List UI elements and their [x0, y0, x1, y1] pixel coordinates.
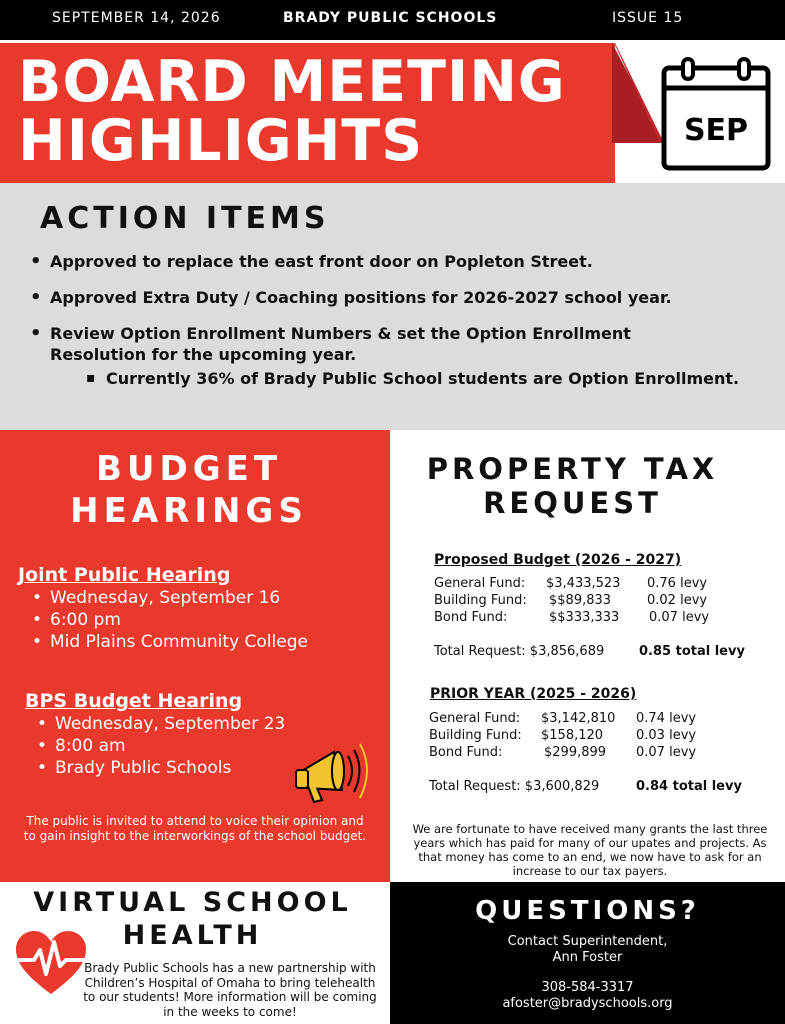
fund-amount: $3,142,810 [541, 711, 616, 726]
action-item: • Approved Extra Duty / Coaching positions for 2026-2027 school year. [30, 287, 739, 308]
action-item: • Approved to replace the east front door on Popleton Street. [30, 251, 739, 272]
total-request: Total Request: $3,856,689 [434, 644, 605, 659]
hearing-date: • Wednesday, September 16 [30, 587, 308, 609]
action-items-heading: ACTION ITEMS [40, 201, 330, 236]
contact-line: Contact Superintendent, [507, 934, 668, 949]
heading-line-2: REQUEST [483, 486, 662, 520]
heading-line-1: PROPERTY TAX [426, 452, 719, 486]
questions-heading: QUESTIONS? [475, 896, 700, 926]
fund-amount: $299,899 [544, 745, 607, 760]
budget-hearings-section [0, 430, 390, 882]
title-line-1: BOARD MEETING [18, 49, 566, 115]
prior-year-title: PRIOR YEAR (2025 - 2026) [430, 686, 637, 702]
action-item-line: Review Option Enrollment Numbers & set the Option Enrollment [50, 324, 631, 343]
contact-phone[interactable]: 308-584-3317 [541, 980, 634, 995]
proposed-budget-title: Proposed Budget (2026 - 2027) [434, 552, 682, 568]
heading-line-2: HEALTH [122, 920, 263, 951]
masthead [0, 43, 785, 183]
virtual-health-description: Brady Public Schools has a new partnership with Children’s Hospital of Omaha to bring telehealth to our students! More information will be coming in the weeks to come! [83, 961, 377, 1019]
fund-label: Building Fund: [434, 593, 527, 608]
fund-label: Bond Fund: [429, 745, 503, 760]
action-item [30, 323, 739, 365]
hearing-time: • 8:00 am [35, 735, 285, 757]
bps-hearing-details [35, 713, 285, 779]
megaphone-icon [292, 738, 372, 810]
joint-hearing-title: Joint Public Hearing [18, 564, 231, 586]
fund-levy: 0.03 levy [636, 728, 697, 743]
property-tax-heading [390, 452, 755, 520]
hearing-location: • Mid Plains Community College [30, 631, 308, 653]
fund-amount: $158,120 [541, 728, 604, 743]
top-bar [0, 0, 785, 40]
fund-levy: 0.74 levy [636, 711, 697, 726]
calendar-month: SEP [683, 113, 749, 148]
heading-line-1: VIRTUAL SCHOOL [33, 887, 352, 918]
action-items-section [0, 183, 785, 430]
bps-hearing-title: BPS Budget Hearing [25, 690, 243, 712]
fund-levy: 0.07 levy [649, 610, 710, 625]
fund-amount: $$89,833 [549, 593, 612, 608]
hearing-time: • 6:00 pm [30, 609, 308, 631]
calendar-icon [660, 56, 772, 172]
action-items-list [30, 251, 739, 389]
masthead-banner [0, 43, 615, 183]
fund-levy: 0.76 levy [647, 576, 708, 591]
joint-hearing-details [30, 587, 308, 653]
fund-amount: $$333,333 [549, 610, 620, 625]
fund-label: Building Fund: [429, 728, 522, 743]
heading-line-2: HEARINGS [70, 491, 308, 531]
fund-label: Bond Fund: [434, 610, 508, 625]
fund-amount: $3,433,523 [546, 576, 621, 591]
banner-fold-decoration [612, 43, 667, 143]
fund-label: General Fund: [434, 576, 526, 591]
newsletter-title [18, 49, 566, 174]
title-line-2: HIGHLIGHTS [18, 108, 424, 174]
questions-section [390, 882, 785, 1024]
fund-levy: 0.02 levy [647, 593, 708, 608]
action-item-line: Resolution for the upcoming year. [50, 345, 357, 364]
contact-name: Ann Foster [552, 950, 623, 965]
hearing-location: • Brady Public Schools [35, 757, 285, 779]
heart-pulse-icon [14, 930, 88, 996]
hearing-date: • Wednesday, September 23 [35, 713, 285, 735]
fund-levy: 0.07 levy [636, 745, 697, 760]
virtual-health-section [0, 882, 390, 1024]
school-name: BRADY PUBLIC SCHOOLS [283, 10, 498, 26]
total-request: Total Request: $3,600,829 [429, 779, 600, 794]
property-tax-section [390, 430, 785, 882]
issue-date: SEPTEMBER 14, 2026 [52, 10, 221, 26]
total-levy: 0.85 total levy [639, 644, 745, 659]
property-tax-note: We are fortunate to have received many grants the last three years which has paid for many of our upates and projects. As that money has come to an end, we now have to ask for an increase to our tax payers. [412, 822, 768, 878]
fund-label: General Fund: [429, 711, 521, 726]
total-levy: 0.84 total levy [636, 779, 742, 794]
contact-email[interactable]: afoster@bradyschools.org [502, 996, 673, 1011]
issue-number: ISSUE 15 [612, 10, 684, 26]
budget-hearing-note: The public is invited to attend to voice their opinion and to gain insight to the interworkings of the school budget. [23, 814, 367, 843]
action-sub-item: ▪ Currently 36% of Brady Public School students are Option Enrollment. [30, 368, 739, 389]
budget-hearings-heading [0, 448, 378, 532]
heading-line-1: BUDGET [95, 449, 283, 489]
